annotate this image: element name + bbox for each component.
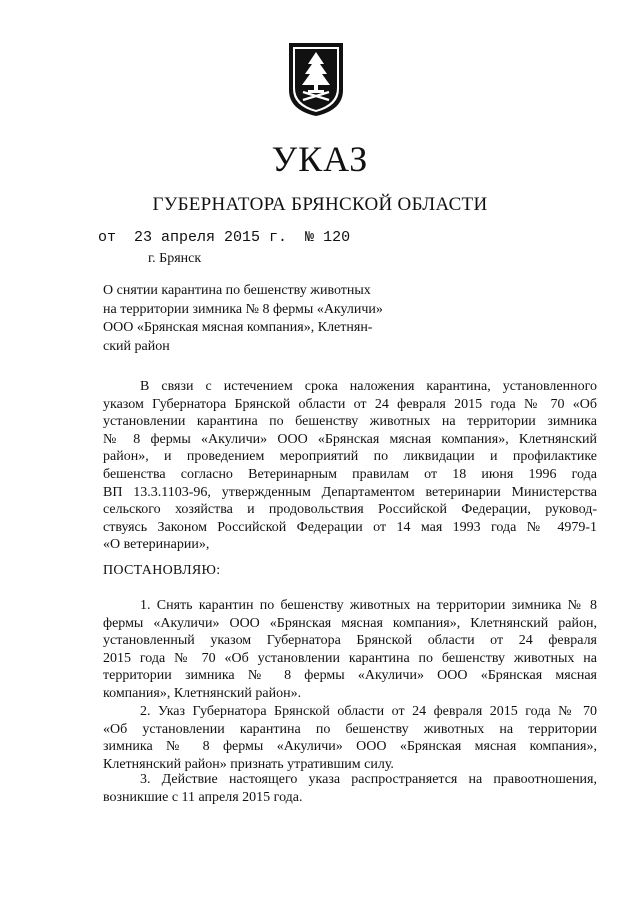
item-1-line: фермы «Акуличи» ООО «Брянская мясная компания», Клетнянский район, — [103, 615, 597, 631]
bryansk-coat-of-arms-icon — [285, 40, 347, 118]
item-1-line: 1. Снять карантин по бешенству животных на территории зимника № 8 — [140, 598, 597, 613]
preamble-paragraph — [103, 378, 597, 554]
item-3-paragraph — [103, 771, 597, 806]
subject-line: О снятии карантина по бешенству животных — [103, 283, 371, 298]
preamble-line: бешенства согласно Ветеринарным правилам от 18 июня 1996 года — [103, 466, 597, 482]
item-2-paragraph — [103, 703, 597, 773]
item-3-line: возникшие с 11 апреля 2015 года. — [103, 789, 303, 805]
preamble-line: В связи с истечением срока наложения карантина, установленного — [140, 379, 597, 394]
decree-number: 120 — [323, 229, 351, 246]
item-2-line: «Об установлении карантина по бешенству животных на территории — [103, 721, 597, 737]
item-2-line: зимника № 8 фермы «Акуличи» ООО «Брянская мясная компания», — [103, 739, 597, 755]
preamble-line: указом Губернатора Брянской области от 24 февраля 2015 года № 70 «Об — [103, 396, 597, 412]
preamble-line: установлении карантина по бешенству животных на территории зимника — [103, 414, 597, 430]
subject-line: ООО «Брянская мясная компания», Клетнян- — [103, 320, 373, 335]
preamble-line: № 8 фермы «Акуличи» ООО «Брянская мясная компания», Клетнянский — [103, 431, 597, 447]
item-1-line: территории зимника № 8 фермы «Акуличи» ООО «Брянская мясная — [103, 668, 597, 684]
date-prefix: от — [98, 229, 117, 246]
number-prefix: № — [305, 229, 315, 246]
item-2-line: Клетнянский район» признать утратившим силу. — [103, 756, 394, 772]
decree-word: ПОСТАНОВЛЯЮ: — [103, 563, 221, 578]
preamble-line: ствуясь Законом Российской Федерации от 14 мая 1993 года № 4979-1 — [103, 519, 597, 535]
decree-subject — [103, 282, 403, 356]
preamble-line: район», и проведением мероприятий по ликвидации и профилактике — [103, 449, 597, 465]
document-subtitle: ГУБЕРНАТОРА БРЯНСКОЙ ОБЛАСТИ — [152, 194, 488, 215]
item-1-line: установленный указом Губернатора Брянской области от 24 февраля — [103, 633, 597, 649]
preamble-line: сельского хозяйства и продовольствия Российской Федерации, руковод- — [103, 502, 597, 518]
item-1-paragraph — [103, 597, 597, 703]
date-number-line — [98, 229, 350, 246]
city-label: г. Брянск — [148, 251, 202, 266]
subject-line: на территории зимника № 8 фермы «Акуличи» — [103, 301, 383, 317]
decree-date: 23 апреля 2015 г. — [134, 229, 288, 246]
item-3-line: 3. Действие настоящего указа распространяется на правоотношения, — [140, 772, 597, 787]
item-1-line: компания», Клетнянский район». — [103, 685, 302, 701]
item-1-line: 2015 года № 70 «Об установлении карантина по бешенству животных на — [103, 650, 597, 666]
subject-line: ский район — [103, 338, 170, 354]
document-title: УКАЗ — [271, 139, 369, 179]
preamble-line: ВП 13.3.1103-96, утвержденным Департаментом ветеринарии Министерства — [103, 484, 597, 500]
preamble-line: «О ветеринарии», — [103, 537, 210, 553]
item-2-line: 2. Указ Губернатора Брянской области от 24 февраля 2015 года № 70 — [140, 704, 597, 719]
